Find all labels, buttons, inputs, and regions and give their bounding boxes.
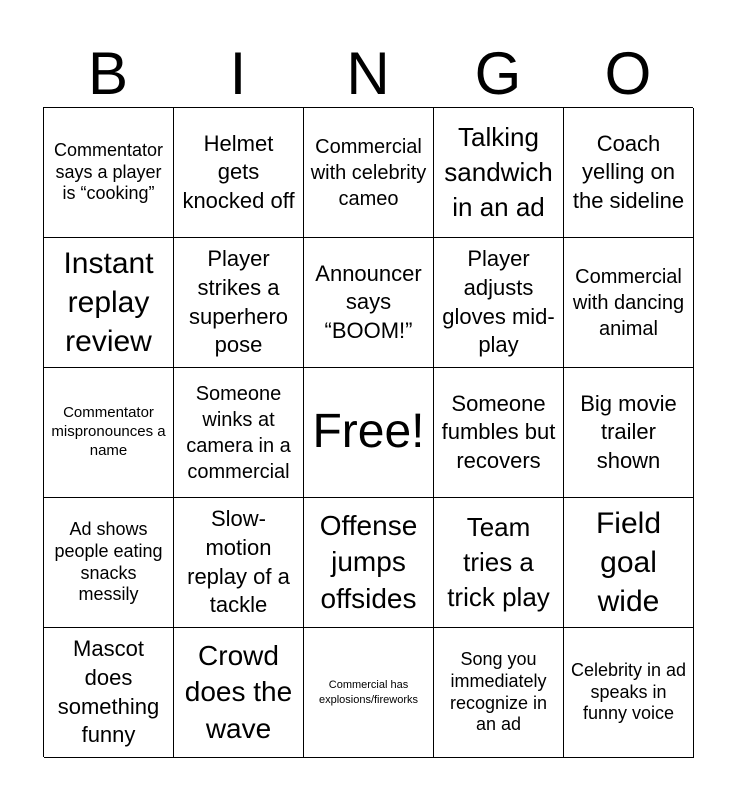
cell-text: Crowd does the wave xyxy=(184,639,293,744)
bingo-cell[interactable] xyxy=(44,238,174,368)
bingo-cell[interactable] xyxy=(174,368,304,498)
bingo-cell[interactable] xyxy=(564,238,694,368)
cell-text: Someone winks at camera in a commercial xyxy=(186,382,291,483)
bingo-card-grid xyxy=(43,107,693,757)
bingo-cell[interactable] xyxy=(174,108,304,238)
bingo-cell[interactable] xyxy=(44,108,174,238)
bingo-cell[interactable] xyxy=(174,628,304,758)
cell-text: Commercial with celebrity cameo xyxy=(310,135,427,210)
cell-text: Field goal wide xyxy=(595,507,662,618)
free-space-cell[interactable] xyxy=(304,368,434,498)
bingo-cell[interactable] xyxy=(434,108,564,238)
cell-text: Commercial with dancing animal xyxy=(572,265,685,340)
cell-text: Announcer says “BOOM!” xyxy=(315,260,422,343)
bingo-cell[interactable] xyxy=(434,628,564,758)
cell-text: Ad shows people eating snacks messily xyxy=(54,519,163,605)
header-letter-o: O xyxy=(604,40,652,107)
bingo-cell[interactable] xyxy=(564,498,694,628)
bingo-cell[interactable] xyxy=(174,498,304,628)
bingo-cell[interactable] xyxy=(174,238,304,368)
bingo-cell[interactable] xyxy=(564,368,694,498)
cell-text: Song you immediately recognize in an ad xyxy=(449,649,548,735)
cell-text: Helmet gets knocked off xyxy=(182,130,295,213)
bingo-cell[interactable] xyxy=(434,238,564,368)
bingo-cell[interactable] xyxy=(304,498,434,628)
cell-text: Coach yelling on the sideline xyxy=(572,130,685,213)
cell-text: Big movie trailer shown xyxy=(580,390,677,473)
cell-text: Team tries a trick play xyxy=(447,511,550,613)
cell-text: Someone fumbles but recovers xyxy=(441,390,556,473)
bingo-cell[interactable] xyxy=(44,498,174,628)
bingo-cell[interactable] xyxy=(434,498,564,628)
header-letter-b: B xyxy=(87,40,129,107)
bingo-cell[interactable] xyxy=(304,108,434,238)
header-letter-g: G xyxy=(474,40,522,107)
bingo-cell[interactable] xyxy=(564,108,694,238)
header-letter-n: N xyxy=(346,40,390,107)
cell-text: Offense jumps offsides xyxy=(319,509,418,614)
free-space-text: Free! xyxy=(312,405,425,459)
cell-text: Player adjusts gloves mid-play xyxy=(442,246,555,358)
cell-text: Commentator mispronounces a name xyxy=(51,404,166,459)
cell-text: Player strikes a superhero pose xyxy=(188,246,289,358)
cell-text: Instant replay review xyxy=(63,247,154,358)
cell-text: Commercial has explosions/fireworks xyxy=(318,679,419,706)
bingo-cell[interactable] xyxy=(304,238,434,368)
bingo-cell[interactable] xyxy=(564,628,694,758)
cell-text: Mascot does something funny xyxy=(57,636,160,748)
cell-text: Celebrity in ad speaks in funny voice xyxy=(570,660,687,724)
bingo-cell[interactable] xyxy=(44,628,174,758)
cell-text: Commentator says a player is “cooking” xyxy=(53,140,164,204)
bingo-cell[interactable] xyxy=(304,628,434,758)
header-letter-i: I xyxy=(229,40,247,107)
bingo-cell[interactable] xyxy=(434,368,564,498)
cell-text: Talking sandwich in an ad xyxy=(444,121,553,223)
cell-text: Slow-motion replay of a tackle xyxy=(187,506,290,618)
bingo-header xyxy=(43,40,693,108)
bingo-cell[interactable] xyxy=(44,368,174,498)
